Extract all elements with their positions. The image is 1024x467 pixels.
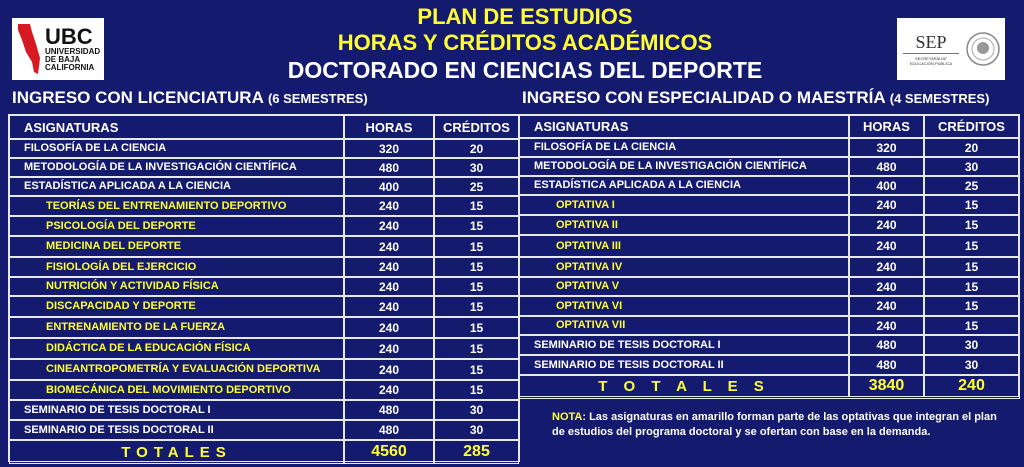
header-hours: HORAS — [849, 115, 924, 138]
credits-cell: 30 — [434, 420, 519, 440]
credits-cell: 30 — [924, 157, 1019, 176]
totals-credits: 240 — [924, 375, 1019, 397]
hours-cell: 240 — [344, 257, 434, 277]
hours-cell: 240 — [344, 236, 434, 257]
credits-cell: 30 — [434, 400, 519, 420]
credits-cell: 15 — [924, 277, 1019, 296]
subject-cell: SEMINARIO DE TESIS DOCTORAL II — [9, 420, 344, 440]
hours-cell: 480 — [849, 355, 924, 375]
subject-cell: METODOLOGÍA DE LA INVESTIGACIÓN CIENTÍFICA — [519, 157, 849, 176]
header-title-3: DOCTORADO EN CIENCIAS DEL DEPORTE — [287, 57, 763, 83]
left-section-name: INGRESO CON LICENCIATURA — [12, 88, 264, 107]
subject-cell: FILOSOFÍA DE LA CIENCIA — [519, 138, 849, 157]
totals-hours: 4560 — [344, 440, 434, 464]
ubc-logo-line2: DE BAJA — [45, 55, 81, 64]
subject-cell: OPTATIVA III — [519, 235, 849, 257]
sep-logo-line1: SECRETARÍA DE — [915, 56, 947, 61]
credits-cell: 15 — [434, 236, 519, 257]
nota-body: Las asignaturas en amarillo forman parte de las optativas que integran el plan de estudios del programa doctoral y se ofertan con base en la demanda. — [552, 411, 997, 438]
hours-cell: 240 — [344, 296, 434, 317]
header-credits: CRÉDITOS — [434, 115, 519, 139]
credits-cell: 30 — [924, 355, 1019, 375]
nota-text — [552, 410, 1012, 440]
subject-cell: OPTATIVA I — [519, 195, 849, 215]
credits-cell: 15 — [434, 317, 519, 338]
left-section-note: (6 SEMESTRES) — [267, 91, 368, 106]
sep-logo-big: SEP — [903, 32, 959, 54]
subject-cell: DISCAPACIDAD Y DEPORTE — [9, 296, 344, 317]
credits-cell: 15 — [434, 257, 519, 277]
credits-cell: 25 — [434, 177, 519, 196]
totals-credits: 285 — [434, 440, 519, 464]
subject-cell: CINEANTROPOMETRÍA Y EVALUACIÓN DEPORTIVA — [9, 359, 344, 380]
header-subject: ASIGNATURAS — [519, 115, 849, 138]
subject-cell: OPTATIVA VII — [519, 316, 849, 335]
credits-cell: 15 — [924, 316, 1019, 335]
hours-cell: 240 — [849, 195, 924, 215]
totals-label: TOTALES — [9, 440, 344, 464]
credits-cell: 15 — [434, 380, 519, 400]
subject-cell: PSICOLOGÍA DEL DEPORTE — [9, 216, 344, 236]
hours-cell: 480 — [344, 420, 434, 440]
credits-cell: 15 — [434, 196, 519, 216]
subject-cell: ENTRENAMIENTO DE LA FUERZA — [9, 317, 344, 338]
ubc-logo-line1: UNIVERSIDAD — [45, 47, 101, 56]
credits-cell: 15 — [924, 296, 1019, 316]
subject-cell: ESTADÍSTICA APLICADA A LA CIENCIA — [519, 176, 849, 195]
right-plan-table — [518, 114, 1020, 399]
hours-cell: 240 — [849, 296, 924, 316]
credits-cell: 15 — [434, 216, 519, 236]
credits-cell: 15 — [434, 359, 519, 380]
sep-logo-line2: EDUCACIÓN PÚBLICA — [909, 61, 953, 66]
ubc-logo-big: UBC — [45, 24, 93, 49]
hours-cell: 240 — [344, 317, 434, 338]
hours-cell: 320 — [344, 139, 434, 158]
hours-cell: 400 — [849, 176, 924, 195]
hours-cell: 240 — [849, 257, 924, 277]
totals-label: T O T A L E S — [519, 375, 849, 397]
hours-cell: 480 — [344, 158, 434, 177]
credits-cell: 15 — [434, 296, 519, 317]
subject-cell: MEDICINA DEL DEPORTE — [9, 236, 344, 257]
credits-cell: 15 — [924, 195, 1019, 215]
subject-cell: OPTATIVA II — [519, 215, 849, 235]
left-section-title — [12, 88, 368, 108]
credits-cell: 30 — [924, 335, 1019, 355]
subject-cell: ESTADÍSTICA APLICADA A LA CIENCIA — [9, 177, 344, 196]
subject-cell: FISIOLOGÍA DEL EJERCICIO — [9, 257, 344, 277]
subject-cell: OPTATIVA VI — [519, 296, 849, 316]
mexico-seal-icon — [965, 31, 1001, 67]
hours-cell: 480 — [849, 157, 924, 176]
right-section-title — [522, 88, 989, 108]
subject-cell: NUTRICIÓN Y ACTIVIDAD FÍSICA — [9, 277, 344, 296]
header-hours: HORAS — [344, 115, 434, 139]
credits-cell: 20 — [434, 139, 519, 158]
credits-cell: 30 — [434, 158, 519, 177]
sep-logo — [897, 18, 1005, 80]
hours-cell: 240 — [849, 215, 924, 235]
totals-hours: 3840 — [849, 375, 924, 397]
left-plan-table — [8, 114, 520, 462]
hours-cell: 320 — [849, 138, 924, 157]
subject-cell: DIDÁCTICA DE LA EDUCACIÓN FÍSICA — [9, 338, 344, 359]
hours-cell: 240 — [344, 277, 434, 296]
hours-cell: 480 — [849, 335, 924, 355]
credits-cell: 20 — [924, 138, 1019, 157]
hours-cell: 240 — [344, 216, 434, 236]
ubc-logo-line3: CALIFORNIA — [45, 63, 95, 72]
credits-cell: 15 — [924, 257, 1019, 277]
right-section-note: (4 SEMESTRES) — [889, 91, 990, 106]
credits-cell: 15 — [924, 235, 1019, 257]
hours-cell: 480 — [344, 400, 434, 420]
hours-cell: 240 — [849, 316, 924, 335]
subject-cell: OPTATIVA IV — [519, 257, 849, 277]
credits-cell: 15 — [434, 338, 519, 359]
hours-cell: 240 — [849, 277, 924, 296]
header-title-1: PLAN DE ESTUDIOS — [417, 4, 633, 29]
hours-cell: 240 — [344, 196, 434, 216]
hours-cell: 400 — [344, 177, 434, 196]
right-section-name: INGRESO CON ESPECIALIDAD O MAESTRÍA — [522, 88, 886, 107]
baja-california-map-icon — [16, 22, 42, 76]
credits-cell: 15 — [924, 215, 1019, 235]
subject-cell: BIOMECÁNICA DEL MOVIMIENTO DEPORTIVO — [9, 380, 344, 400]
subject-cell: SEMINARIO DE TESIS DOCTORAL II — [519, 355, 849, 375]
credits-cell: 25 — [924, 176, 1019, 195]
header-credits: CRÉDITOS — [924, 115, 1019, 138]
header-title-2: HORAS Y CRÉDITOS ACADÉMICOS — [337, 30, 713, 55]
subject-cell: METODOLOGÍA DE LA INVESTIGACIÓN CIENTÍFICA — [9, 158, 344, 177]
nota-label: NOTA: — [552, 411, 587, 423]
hours-cell: 240 — [344, 380, 434, 400]
subject-cell: FILOSOFÍA DE LA CIENCIA — [9, 139, 344, 158]
hours-cell: 240 — [344, 338, 434, 359]
subject-cell: SEMINARIO DE TESIS DOCTORAL I — [519, 335, 849, 355]
subject-cell: SEMINARIO DE TESIS DOCTORAL I — [9, 400, 344, 420]
ubc-logo — [12, 18, 104, 80]
header-subject: ASIGNATURAS — [9, 115, 344, 139]
subject-cell: TEORÍAS DEL ENTRENAMIENTO DEPORTIVO — [9, 196, 344, 216]
subject-cell: OPTATIVA V — [519, 277, 849, 296]
hours-cell: 240 — [849, 235, 924, 257]
hours-cell: 240 — [344, 359, 434, 380]
credits-cell: 15 — [434, 277, 519, 296]
